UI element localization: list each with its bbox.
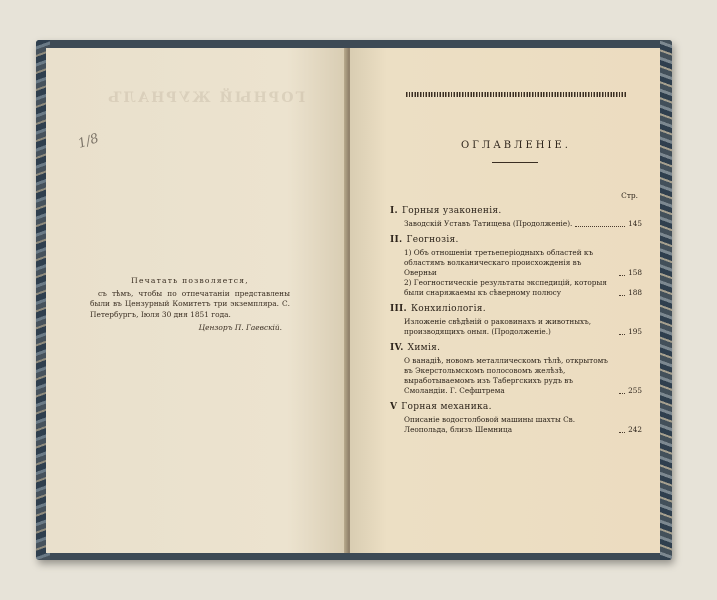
entry-text: О ванадіѣ, новомъ металлическомъ тѣлѣ, открытомъ въ Экерстольмскомъ полосовомъ желѣзѣ, выработываемомъ изъ Табергскихъ рудъ въ Смоландіи. Г. Сефштрема	[404, 356, 608, 395]
leader-dots	[575, 226, 625, 227]
entry-text: 2) Геогностическіе результаты экспедицій, которыя были снаряжаемы къ сѣверному полюсу	[404, 278, 607, 297]
censor-heading: Печатать позволяется,	[131, 276, 249, 285]
toc-entry	[390, 317, 642, 337]
open-book	[36, 40, 672, 560]
section-number: I.	[390, 206, 398, 216]
entry-page-number: 255	[628, 386, 642, 395]
leader-dots	[619, 393, 625, 394]
entry-text: Заводскій Уставъ Татищева (Продолженіе).	[404, 219, 573, 228]
ornamental-rule	[406, 92, 626, 97]
toc-title: ОГЛАВЛЕНІЕ.	[461, 140, 571, 151]
toc-section-heading	[390, 402, 642, 412]
toc-entry	[390, 219, 642, 229]
entry-text: 1) Объ отношеніи третьеперіодныхъ областей къ областямъ волканическаго происхожденія въ Оверньи	[404, 248, 594, 277]
entry-page-number: 145	[628, 219, 642, 228]
section-number: III.	[390, 304, 407, 314]
title-underline	[492, 162, 538, 163]
marbled-cover-right	[660, 40, 672, 560]
entry-text: Изложеніе свѣдѣній о раковинахъ и животныхъ, производящихъ оныя. (Продолженіе.)	[404, 317, 592, 336]
leader-dots	[619, 334, 625, 335]
pencil-annotation: 1/8	[76, 131, 101, 152]
entry-page-number: 158	[628, 268, 642, 277]
toc-section-heading	[390, 235, 642, 245]
table-of-contents	[390, 200, 642, 435]
toc-entry	[390, 415, 642, 435]
section-number: II.	[390, 235, 403, 245]
toc-section-heading	[390, 206, 642, 216]
toc-entry	[390, 278, 642, 298]
censor-text: съ тѣмъ, чтобы по отпечатаніи представлены были въ Цензурный Комитетъ три экземпляра. С. Петербургъ, Іюля 30 дня 1851 года.	[90, 288, 290, 319]
show-through-text: ГОРНЫЙ ЖУРНАЛЪ	[106, 90, 306, 106]
section-title: Конхиліологія.	[410, 304, 486, 314]
entry-page-number: 188	[628, 288, 642, 297]
right-page	[350, 48, 660, 553]
censor-signature: Цензоръ П. Гаевскій.	[198, 323, 282, 332]
censor-approval	[90, 276, 290, 334]
leader-dots	[619, 275, 625, 276]
page-column-header: Стр.	[621, 191, 638, 200]
entry-page-number: 195	[628, 327, 642, 336]
left-page	[46, 48, 348, 553]
section-title: Горная механика.	[401, 402, 492, 412]
leader-dots	[619, 295, 625, 296]
leader-dots	[619, 432, 625, 433]
toc-section-heading	[390, 343, 642, 353]
section-title: Химія.	[407, 343, 441, 353]
section-number: V	[390, 402, 398, 412]
toc-entry	[390, 248, 642, 278]
section-title: Геогнозія.	[406, 235, 459, 245]
section-title: Горныя узаконенія.	[401, 206, 502, 216]
toc-entry	[390, 356, 642, 396]
toc-section-heading	[390, 304, 642, 314]
section-number: IV.	[390, 343, 404, 353]
entry-page-number: 242	[628, 425, 642, 434]
entry-text: Описаніе водостолбовой машины шахты Св. Леопольда, близъ Шемница	[404, 415, 576, 434]
